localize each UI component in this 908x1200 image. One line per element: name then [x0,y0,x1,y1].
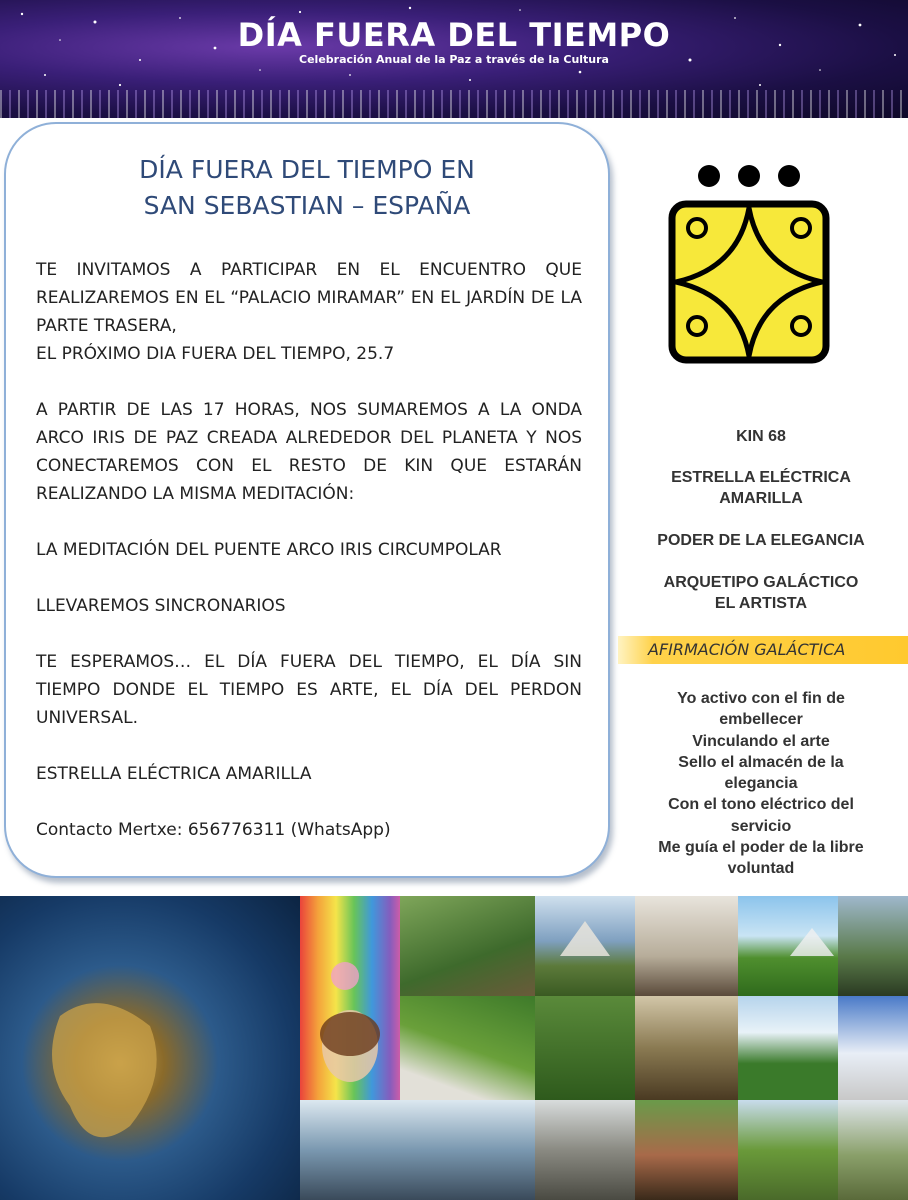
affirmation-line: embellecer [719,711,803,729]
affirmation-line: voluntad [727,860,795,878]
photo-collage [0,896,908,1200]
power-line: PODER DE LA ELEGANCIA [657,532,865,549]
affirmation-line: servicio [730,817,792,835]
card-title [4,152,610,224]
affirmation-text [630,688,892,880]
collage-details [0,896,908,1200]
affirmation-line: Me guía el poder de la libre [658,839,864,857]
closing-paragraph: TE ESPERAMOS… EL DÍA FUERA DEL TIEMPO, EL DÍA SIN TIEMPO DONDE EL TIEMPO ES ARTE, EL DÍA DEL PERDON UNIVERSAL. [36,652,582,728]
decorative-pattern-band [0,90,908,118]
date-line: EL PRÓXIMO DIA FUERA DEL TIEMPO, 25.7 [36,344,395,364]
affirmation-line: Con el tono eléctrico del [668,796,854,814]
affirmation-line: elegancia [724,775,798,793]
archetype-line-2: EL ARTISTA [714,595,808,612]
affirmation-line: Vinculando el arte [692,732,830,750]
kin-number: KIN 68 [736,428,786,445]
contact-line: Contacto Mertxe: 656776311 (WhatsApp) [36,820,391,840]
seal-name-line-1: ESTRELLA ELÉCTRICA [671,469,851,486]
meditation-name: LA MEDITACIÓN DEL PUENTE ARCO IRIS CIRCUMPOLAR [36,540,502,560]
invitation-paragraph: TE INVITAMOS A PARTICIPAR EN EL ENCUENTRO QUE REALIZAREMOS EN EL “PALACIO MIRAMAR” EN EL JARDÍN DE LA PARTE TRASERA, [36,260,582,336]
affirmation-line: Sello el almacén de la [678,753,844,771]
header-subtitle: Celebración Anual de la Paz a través de la Cultura [299,53,609,66]
yellow-star-seal-icon [668,160,830,366]
affirmation-line: Yo activo con el fin de [677,690,845,707]
archetype [630,572,892,614]
card-title-line-1: DÍA FUERA DEL TIEMPO EN [139,155,475,184]
seal-name-line-2: AMARILLA [719,490,803,507]
affirmation-label: AFIRMACIÓN GALÁCTICA [648,640,846,659]
seal-name [630,467,892,509]
header-banner [0,0,908,118]
sincronarios-line: LLEVAREMOS SINCRONARIOS [36,596,286,616]
meditation-paragraph: A PARTIR DE LAS 17 HORAS, NOS SUMAREMOS A LA ONDA ARCO IRIS DE PAZ CREADA ALREDEDOR DEL PLANETA Y NOS CONECTAREMOS CON EL RESTO DE KIN QUE ESTARÁN REALIZANDO LA MISMA MEDITACIÓN: [36,400,582,504]
header-title: DÍA FUERA DEL TIEMPO [237,16,671,54]
card-title-line-2: SAN SEBASTIAN – ESPAÑA [143,191,471,220]
archetype-line-1: ARQUETIPO GALÁCTICO [663,574,859,591]
signature-line: ESTRELLA ELÉCTRICA AMARILLA [36,764,312,784]
